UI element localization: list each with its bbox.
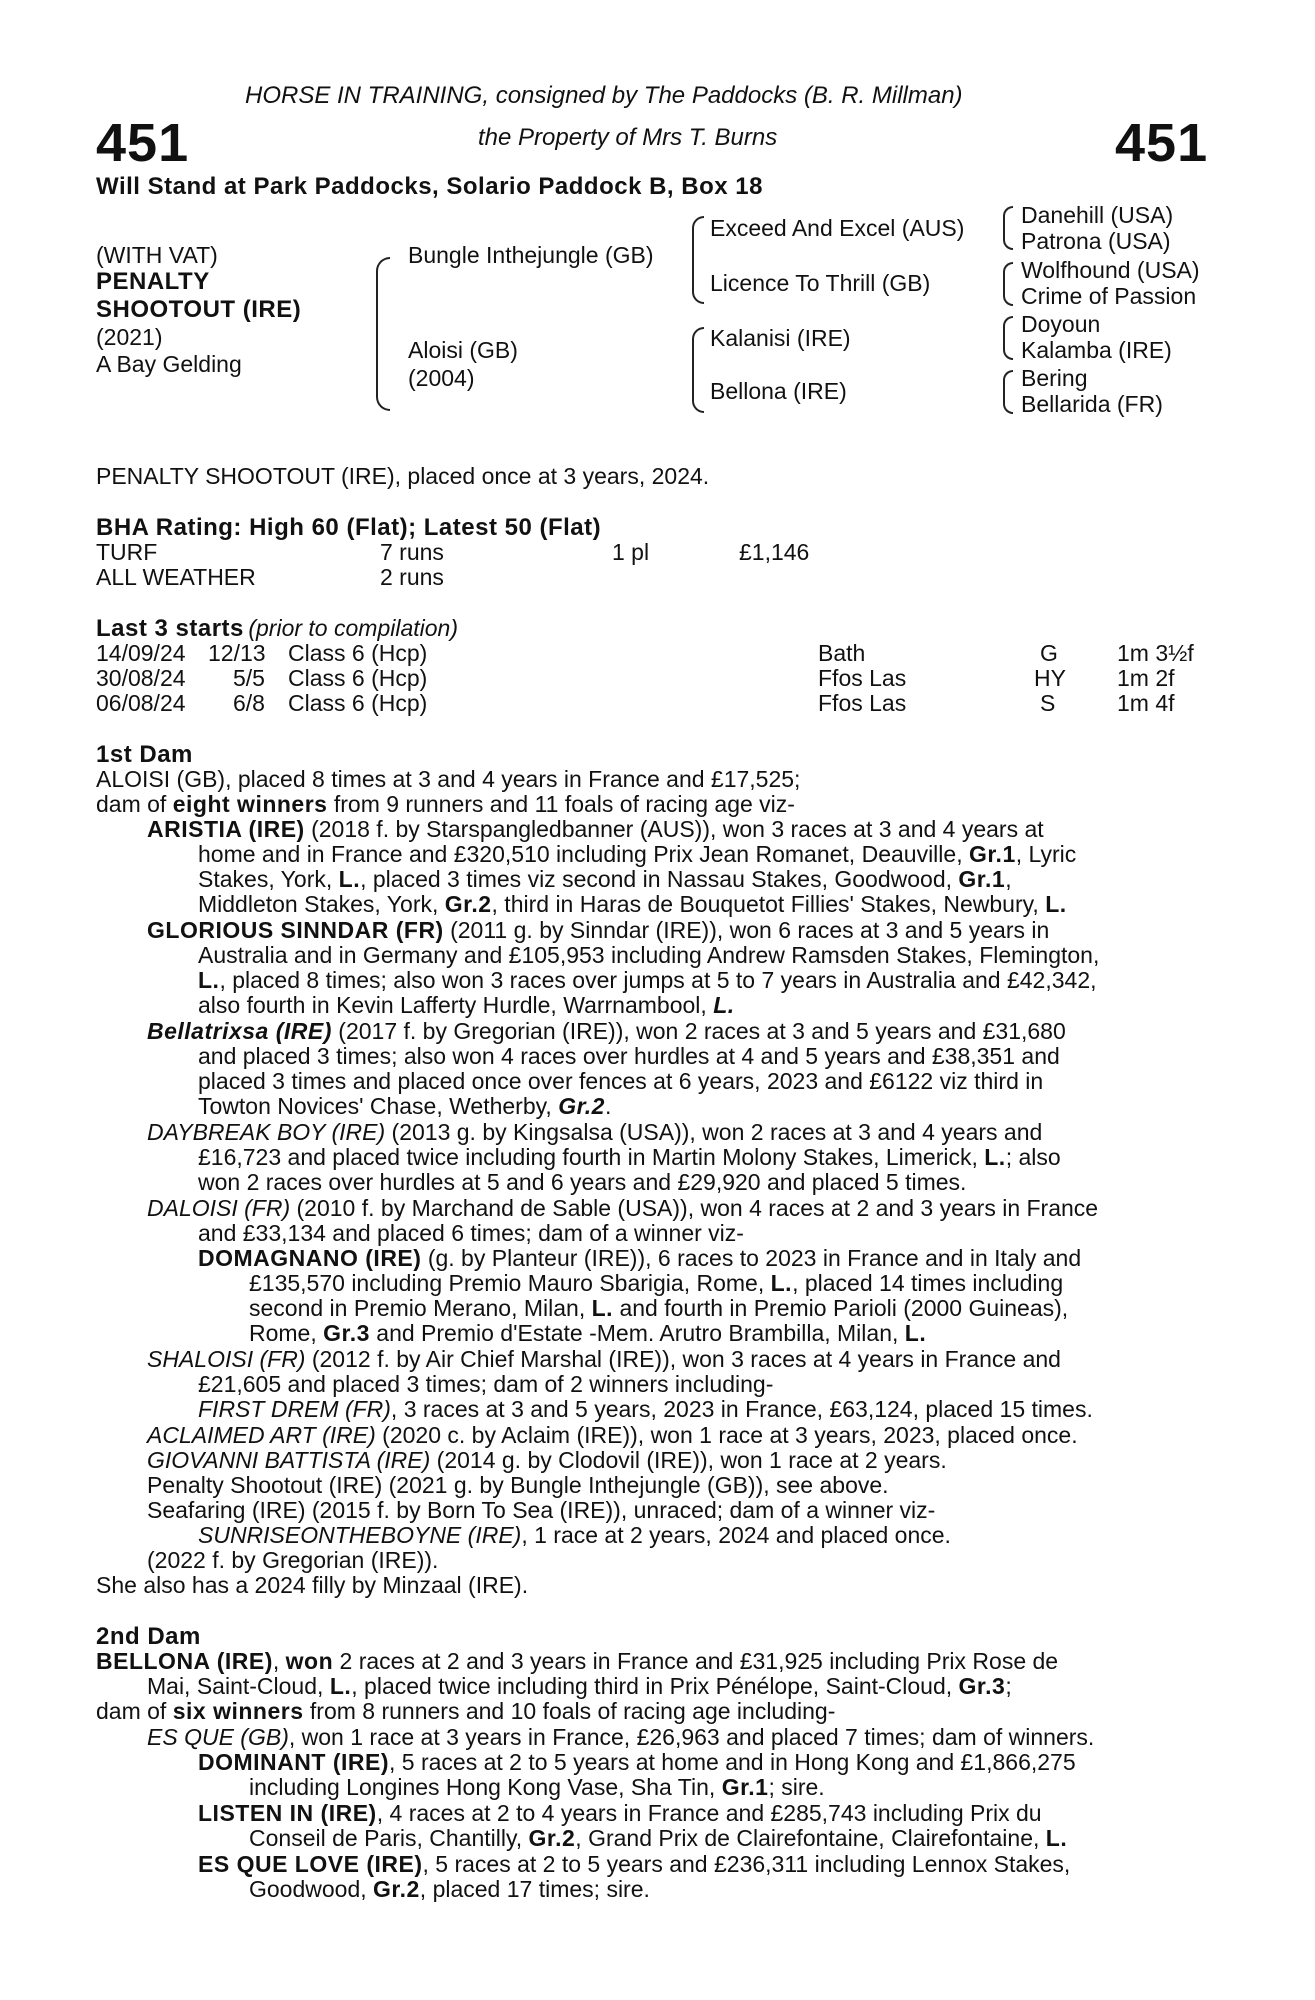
text-span: , placed 3 times viz second in Nassau Stakes, Goodwood, [360, 866, 959, 892]
grade-label: Gr.3 [323, 1320, 370, 1346]
grade-label: Gr.1 [968, 841, 1016, 867]
text-span: , 1 race at 2 years, 2024 and placed once. [521, 1522, 951, 1548]
bellatrixsa-line3: placed 3 times and placed once over fences at 6 years, 2023 and £6122 viz third in [198, 1068, 1044, 1094]
domagnano-line4 [249, 1320, 926, 1347]
text-span: from 8 runners and 10 foals of racing age including- [303, 1698, 836, 1724]
daloisi-line1 [147, 1195, 1098, 1222]
also-has-line: She also has a 2024 filly by Minzaal (IRE). [96, 1572, 529, 1598]
text-span: (2012 f. by Air Chief Marshal (IRE)), won 3 races at 4 years in France and [305, 1346, 1061, 1372]
acclaimed-line [147, 1422, 1078, 1449]
text-span: (2020 c. by Aclaim (IRE)), won 1 race at 3 years, 2023, placed once. [375, 1422, 1078, 1448]
progeny-name: ACLAIMED ART (IRE) [147, 1422, 376, 1448]
esquelove-line2 [249, 1876, 650, 1903]
domagnano-line3 [249, 1295, 1068, 1322]
stand-location: Will Stand at Park Paddocks, Solario Paddock B, Box 18 [96, 173, 763, 200]
aristia-line1 [147, 816, 1044, 843]
text-span: , placed twice including third in Prix Pénélope, Saint-Cloud, [351, 1673, 959, 1699]
sire-sire: Exceed And Excel (AUS) [710, 215, 965, 241]
grade-label: Gr.2 [444, 891, 492, 917]
start2-class: Class 6 (Hcp) [288, 665, 428, 691]
turf-placed: 1 pl [612, 539, 650, 565]
daloisi-line2: and £33,134 and placed 6 times; dam of a winner viz- [198, 1220, 744, 1246]
grade-label: Gr.1 [721, 1774, 769, 1800]
start1-going: G [1040, 640, 1058, 666]
glorious-line1 [147, 917, 1049, 944]
grade-label: L. [904, 1320, 927, 1346]
shaloisi-line1 [147, 1346, 1061, 1373]
grade-label: L. [198, 967, 220, 993]
start3-course: Ffos Las [818, 690, 907, 716]
progeny-name: GLORIOUS SINNDAR (FR) [147, 917, 444, 943]
glorious-line4 [198, 992, 735, 1019]
lot-number-left: 451 [96, 113, 190, 173]
start2-pos: 5/5 [233, 665, 265, 691]
horse-name-line1: PENALTY [96, 268, 210, 295]
progeny-name: DOMAGNANO (IRE) [198, 1245, 422, 1271]
text-span: , placed 14 times including [792, 1270, 1064, 1296]
winner-count: six winners [172, 1698, 304, 1724]
brace-ds [1003, 316, 1013, 360]
text-span: also fourth in Kevin Lafferty Hurdle, Warrnambool, [198, 992, 714, 1018]
daybreak-line2 [198, 1144, 1061, 1171]
aristia-line3 [198, 866, 1012, 893]
filly-2022-line: (2022 f. by Gregorian (IRE)). [147, 1547, 439, 1573]
brace-main [376, 257, 390, 411]
text-span: Conseil de Paris, Chantilly, [249, 1825, 529, 1851]
start2-dist: 1m 2f [1117, 665, 1175, 691]
start3-date: 06/08/24 [96, 690, 186, 716]
grade-label: L. [984, 1144, 1006, 1170]
text-span: , 3 races at 3 and 5 years, 2023 in France, £63,124, placed 15 times. [390, 1396, 1093, 1422]
brace-dam [692, 327, 704, 413]
sire-sire-sire: Danehill (USA) [1021, 202, 1174, 228]
aw-runs: 2 runs [380, 564, 444, 590]
glorious-line3 [198, 967, 1097, 994]
progeny-name: FIRST DREM (FR) [198, 1396, 391, 1422]
turf-prize: £1,146 [739, 539, 810, 565]
text-span: (2010 f. by Marchand de Sable (USA)), won 4 races at 2 and 3 years in France [290, 1195, 1099, 1221]
property-line: the Property of Mrs T. Burns [478, 124, 778, 151]
start3-dist: 1m 4f [1117, 690, 1175, 716]
vat-label: (WITH VAT) [96, 242, 218, 268]
dam1-line2 [96, 791, 795, 818]
sunrise-line [198, 1522, 951, 1549]
progeny-name: GIOVANNI BATTISTA (IRE) [147, 1447, 431, 1473]
dam-dam-dam: Bellarida (FR) [1021, 391, 1163, 417]
brace-sire [692, 216, 704, 304]
text-span: , Lyric [1015, 841, 1077, 867]
text-span: from 9 runners and 11 foals of racing age viz- [327, 791, 795, 817]
text-span: , won 1 race at 3 years in France, £26,963 and placed 7 times; dam of winners. [288, 1724, 1095, 1750]
text-span: , placed 17 times; sire. [419, 1876, 650, 1902]
horse-year: (2021) [96, 324, 163, 350]
first-dam-heading: 1st Dam [96, 741, 193, 768]
daybreak-line1 [147, 1119, 1042, 1146]
text-span: (2017 f. by Gregorian (IRE)), won 2 races at 3 and 5 years and £31,680 [331, 1018, 1066, 1044]
text-span: Stakes, York, [198, 866, 339, 892]
text-span: Middleton Stakes, York, [198, 891, 445, 917]
progeny-name: DAYBREAK BOY (IRE) [147, 1119, 386, 1145]
text-span: , [272, 1648, 286, 1674]
esquelove-line1 [198, 1851, 1070, 1878]
grade-label: L. [713, 992, 735, 1018]
text-span: (2011 g. by Sinndar (IRE)), won 6 races at 3 and 5 years in [443, 917, 1050, 943]
bellatrixsa-line1 [147, 1018, 1066, 1045]
sire-sire-dam: Patrona (USA) [1021, 228, 1171, 254]
text-span: ; [1005, 1673, 1012, 1699]
start3-class: Class 6 (Hcp) [288, 690, 428, 716]
grade-label: L. [770, 1270, 793, 1296]
dam-sire-sire: Doyoun [1021, 311, 1101, 337]
progeny-name: ES QUE LOVE (IRE) [198, 1851, 423, 1877]
brace-sd [1003, 262, 1013, 306]
start1-course: Bath [818, 640, 866, 666]
start2-date: 30/08/24 [96, 665, 186, 691]
dam2-line3 [96, 1698, 835, 1725]
progeny-name: ARISTIA (IRE) [147, 816, 305, 842]
second-dam-heading: 2nd Dam [96, 1623, 201, 1650]
start1-date: 14/09/24 [96, 640, 186, 666]
brace-ss [1003, 206, 1013, 250]
dam-sire: Kalanisi (IRE) [710, 325, 851, 351]
grade-label: Gr.1 [958, 866, 1006, 892]
dam-name: BELLONA (IRE) [96, 1648, 273, 1674]
text-span: ; sire. [768, 1774, 825, 1800]
listen-line1 [198, 1800, 1042, 1827]
last3-title: Last 3 starts [96, 615, 244, 642]
text-span: ; also [1005, 1144, 1061, 1170]
domagnano-line1 [198, 1245, 1081, 1272]
dam1-line1: ALOISI (GB), placed 8 times at 3 and 4 years in France and £17,525; [96, 766, 801, 792]
sire-dam-sire: Wolfhound (USA) [1021, 257, 1200, 283]
grade-label: Gr.3 [958, 1673, 1006, 1699]
lot-number-right: 451 [1115, 113, 1209, 173]
text-span: including Longines Hong Kong Vase, Sha Tin, [249, 1774, 722, 1800]
grade-label: L. [1045, 1825, 1068, 1851]
dam2-line2 [147, 1673, 1012, 1700]
text-span: Rome, [249, 1320, 324, 1346]
text-span: £16,723 and placed twice including fourth in Martin Molony Stakes, Limerick, [198, 1144, 985, 1170]
consignor-line: HORSE IN TRAINING, consigned by The Paddocks (B. R. Millman) [245, 82, 963, 109]
text-span: (g. by Planteur (IRE)), 6 races to 2023 in France and in Italy and [421, 1245, 1082, 1271]
listen-line2 [249, 1825, 1067, 1852]
grade-label: L. [591, 1295, 614, 1321]
aristia-line2 [198, 841, 1076, 868]
dam-sire-dam: Kalamba (IRE) [1021, 337, 1172, 363]
text-span: dam of [96, 791, 173, 817]
start2-course: Ffos Las [818, 665, 907, 691]
shaloisi-line2: £21,605 and placed 3 times; dam of 2 winners including- [198, 1371, 774, 1397]
text-span: 2 races at 2 and 3 years in France and £31,925 including Prix Rose de [333, 1648, 1059, 1674]
text-span: , [1005, 866, 1012, 892]
text-span: (2018 f. by Starspangledbanner (AUS)), won 3 races at 3 and 4 years at [304, 816, 1044, 842]
grade-label: L. [1045, 891, 1067, 917]
progeny-name: SHALOISI (FR) [147, 1346, 306, 1372]
start1-pos: 12/13 [208, 640, 266, 666]
start3-going: S [1040, 690, 1056, 716]
domagnano-line2 [249, 1270, 1063, 1297]
text-span: (2013 g. by Kingsalsa (USA)), won 2 races at 3 and 4 years and [385, 1119, 1043, 1145]
text-span: and Premio d'Estate -Mem. Arutro Brambilla, Milan, [369, 1320, 905, 1346]
text-span: dam of [96, 1698, 173, 1724]
text-span: , placed 8 times; also won 3 races over jumps at 5 to 7 years in Australia and £42,342, [219, 967, 1097, 993]
grade-label: L. [338, 866, 361, 892]
last3-note: (prior to compilation) [248, 615, 458, 641]
winner-count: eight winners [172, 791, 328, 817]
dominant-line2 [249, 1774, 825, 1801]
text-span: , 5 races at 2 to 5 years and £236,311 including Lennox Stakes, [422, 1851, 1071, 1877]
dam-dam: Bellona (IRE) [710, 378, 847, 404]
start1-dist: 1m 3½f [1117, 640, 1194, 666]
progeny-name: DALOISI (FR) [147, 1195, 291, 1221]
sire-dam: Licence To Thrill (GB) [710, 270, 931, 296]
text-span: Mai, Saint-Cloud, [147, 1673, 330, 1699]
text-span: second in Premio Merano, Milan, [249, 1295, 592, 1321]
last3-heading [96, 615, 458, 643]
dam-name: Aloisi (GB) [408, 337, 518, 363]
text-span: home and in France and £320,510 including Prix Jean Romanet, Deauville, [198, 841, 969, 867]
start1-class: Class 6 (Hcp) [288, 640, 428, 666]
aw-label: ALL WEATHER [96, 564, 256, 590]
text-span: and fourth in Premio Parioli (2000 Guineas), [613, 1295, 1069, 1321]
grade-label: Gr.2 [528, 1825, 576, 1851]
turf-runs: 7 runs [380, 539, 444, 565]
sire-name: Bungle Inthejungle (GB) [408, 242, 654, 268]
text-span: (2014 g. by Clodovil (IRE)), won 1 race at 2 years. [430, 1447, 947, 1473]
brace-dd [1003, 370, 1013, 414]
bha-rating: BHA Rating: High 60 (Flat); Latest 50 (Flat) [96, 514, 602, 541]
text-span: Towton Novices' Chase, Wetherby, [198, 1093, 559, 1119]
racing-summary: PENALTY SHOOTOUT (IRE), placed once at 3 years, 2024. [96, 463, 710, 489]
firstdrem-line [198, 1396, 1093, 1423]
turf-label: TURF [96, 539, 158, 565]
giovanni-line [147, 1447, 947, 1474]
text-span: £135,570 including Premio Mauro Sbarigia, Rome, [249, 1270, 771, 1296]
daybreak-line3: won 2 races over hurdles at 5 and 6 years and £29,920 and placed 5 times. [198, 1169, 967, 1195]
progeny-name: DOMINANT (IRE) [198, 1749, 389, 1775]
dominant-line1 [198, 1749, 1076, 1776]
penalty-line: Penalty Shootout (IRE) (2021 g. by Bungle Inthejungle (GB)), see above. [147, 1472, 889, 1498]
grade-label: L. [329, 1673, 352, 1699]
bellatrixsa-line4 [198, 1093, 611, 1120]
text-span: , 5 races at 2 to 5 years at home and in Hong Kong and £1,866,275 [388, 1749, 1076, 1775]
bellatrixsa-line2: and placed 3 times; also won 4 races over hurdles at 4 and 5 years and £38,351 and [198, 1043, 1060, 1069]
start2-going: HY [1034, 665, 1066, 691]
text-span: . [604, 1093, 612, 1119]
dam2-line1 [96, 1648, 1058, 1675]
sire-dam-dam: Crime of Passion [1021, 283, 1197, 309]
aristia-line4 [198, 891, 1067, 918]
text-span: , 4 races at 2 to 4 years in France and £285,743 including Prix du [376, 1800, 1042, 1826]
progeny-name: Bellatrixsa (IRE) [147, 1018, 332, 1044]
won-label: won [285, 1648, 334, 1674]
seafaring-line: Seafaring (IRE) (2015 f. by Born To Sea (IRE)), unraced; dam of a winner viz- [147, 1497, 936, 1523]
progeny-name: LISTEN IN (IRE) [198, 1800, 377, 1826]
dam-year: (2004) [408, 365, 475, 391]
progeny-name: SUNRISEONTHEBOYNE (IRE) [198, 1522, 522, 1548]
text-span: , Grand Prix de Clairefontaine, Clairefontaine, [575, 1825, 1046, 1851]
progeny-name: ES QUE (GB) [147, 1724, 289, 1750]
text-span: , third in Haras de Bouquetot Fillies' Stakes, Newbury, [491, 891, 1046, 917]
text-span: Goodwood, [249, 1876, 374, 1902]
grade-label: Gr.2 [373, 1876, 420, 1902]
glorious-line2: Australia and in Germany and £105,953 including Andrew Ramsden Stakes, Flemington, [198, 942, 1100, 968]
dam-dam-sire: Bering [1021, 365, 1088, 391]
esque-line [147, 1724, 1094, 1751]
horse-description: A Bay Gelding [96, 351, 242, 377]
grade-label: Gr.2 [558, 1093, 605, 1119]
horse-name-line2: SHOOTOUT (IRE) [96, 296, 302, 323]
start3-pos: 6/8 [233, 690, 265, 716]
